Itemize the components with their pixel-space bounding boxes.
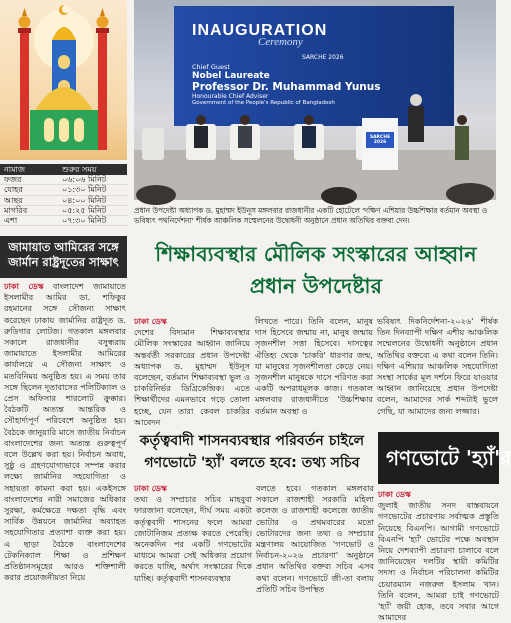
- guest-line3: Honourable Chief Adviser: [192, 93, 269, 100]
- main-story-text-1: দেশের বিদ্যমান শিক্ষাব্যবস্থার মৌলিক সংস্কারের আহ্বান জানিয়ে অন্তর্বর্তী সরকারের প্রধান উপদেষ্টা অধ্যাপক ড. মুহাম্মদ ইউনূস বলেছেন, বর্তমান শিক্ষাব্যবস্থা ভুল ও চাকরিনির্ভর ডিগ্রিকেন্দ্রিক। এতে শিক্ষার্থীদের এমনভাবে গড়ে তোলা হচ্ছে, যেন তারা কেবল চাকরির আবেদন: [134, 327, 250, 427]
- prayer-time: ০১:৩০ মিনিট: [62, 185, 107, 195]
- banner-title: INAUGURATION: [192, 22, 328, 39]
- sub-story-text-1: তথ্য ও সম্প্রচার সচিব মাহবুবা ফারজানা বলেছেন, দীর্ঘ সময় একটা কর্তৃত্ববাদী শাসনের ফলে আমরা জোটানিজম প্রত্যক্ষ করতে পেরেছি। অনেকদিন পর একটি গণভোটের মাধ্যমে আমরা সেই অধিকার প্রয়োগ করতে যাচ্ছি, অর্থাৎ সংস্কারের দিকে যাচ্ছি। কর্তৃত্ববাদী শাসনব্যবস্থার: [134, 494, 252, 583]
- prayer-time: ০৭:৩০ মিনিট: [62, 216, 107, 226]
- prayer-row: [0, 185, 127, 195]
- prayer-name-header: নামাজ: [4, 165, 26, 174]
- prayer-time: ০৫:২৫ মিনিট: [62, 205, 107, 215]
- sub-story-headline: কর্তৃত্ববাদী শাসনব্যবস্থার পরিবর্তন চাইলে গণভোটে 'হ্যাঁ' বলতে হবে: তথ্য সচিব: [139, 433, 365, 471]
- prayer-row: [0, 175, 127, 185]
- mosque-icon: [0, 0, 127, 160]
- guest-label: Chief Guest: [192, 63, 230, 71]
- side-story-body: [4, 281, 126, 591]
- photo-caption: প্রধান উপদেষ্টা অধ্যাপক ড. মুহাম্মদ ইউনূস মঙ্গলবার রাজধানীর একটি হোটেলে 'দক্ষিণ এশিয়ার উচ্চশিক্ষার বর্তমান অবস্থা ও ভবিষ্যৎ পথনির্দেশনা' শীর্ষক আঞ্চলিক সম্মেলনের উদ্বোধনী অনুষ্ঠানে প্রধান অতিথির বক্তব্য দেন।: [134, 206, 488, 225]
- third-story-text: জুলাই জাতীয় সনদ বাস্তবায়নে গণভোটের প্রচারণায় সর্বাত্মক প্রস্তুতি নিয়েছে বিএনপি। আগামী গণভোটে বিএনপি 'হ্যাঁ' ভোটের পক্ষে অবস্থান নিয়ে দেশব্যাপী প্রচারণা চালাবে বলে জানিয়েছেন দলটির স্থায়ী কমিটির সদস্য ও নির্বাচন পরিচালনা কমিটির চেয়ারম্যান নজরুল ইসলাম খান। তিনি বলেন, আমরা চাই গণভোটে 'হ্যাঁ' জয়ী হোক, তবে সবার আগে আমাদের: [378, 500, 499, 623]
- prayer-time: ০৪:০০ মিনিট: [62, 195, 107, 205]
- side-story-headline: জামায়াত আমিরের সঙ্গে জার্মান রাষ্ট্রদূতের সাক্ষাৎ: [0, 236, 127, 278]
- side-story-dateline: ঢাকা ডেস্ক: [4, 281, 44, 291]
- prayer-name: এশা: [4, 216, 18, 226]
- guest-line2: Professor Dr. Muhammad Yunus: [192, 81, 381, 93]
- third-story-column: [378, 489, 499, 623]
- sub-story-dateline: ঢাকা ডেস্ক: [134, 483, 167, 493]
- main-story-column-3: ভবিষ্যৎ দিকনির্দেশনা-২০২৬' শীর্ষক তিন দিনব্যাপী দক্ষিণ এশীয় আঞ্চলিক সম্মেলনের উদ্বোধনী অনুষ্ঠানে প্রধান অতিথির বক্তব্যে এ কথা বলেন তিনি। দক্ষিণ এশিয়ার আঞ্চলিক সহযোগিতা সংস্থা সার্কের মূল দর্শনে ফিরে যাওয়ার আহ্বান জানিয়েছে প্রধান উপদেষ্টা বলেন, আমাদের সার্ক শব্দটাই ভুলে গেছি, যা আমাদের জন্য লজ্জার।: [377, 316, 498, 416]
- backdrop-text: [192, 22, 392, 106]
- sub-story-column-2: বলতে হবে। গতকাল মঙ্গলবার সকালে রাজশাহী সরকারি মহিলা কলেজ ও রাজশাহী কলেজে জাতীয় ভোটার ও প্রথমবারের মতো ভোটারদের জন্য তথ্য ও সম্প্রচার মন্ত্রণালয় আয়োজিত 'গণভোট ও নির্বাচন-২০২৬ প্রচারণা' অনুষ্ঠানে প্রধান অতিথির বক্তব্য সচিব এসব কথা বলেন। গণভোটে জী-তা বলায় প্রতিটি সচিব উপস্থিত: [256, 483, 374, 594]
- side-story-text: বাংলাদেশ জামায়াতে ইসলামীর আমির ডা. শফিকুর রহমানের সঙ্গে সৌজন্য সাক্ষাৎ করেছেন ঢাকায় জার্মানির রাষ্ট্রদূত ড. রুডিগার লোটজ। গতকাল মঙ্গলবার সকালে রাজধানীর বসুন্ধরায় জামায়াতে ইসলামীর আমিরের কার্যালয়ে এ সৌজন্য সাক্ষাৎ ও মতবিনিময় অনুষ্ঠিত হয়। এ সময় তার সঙ্গে ছিলেন দূতাবাসের পলিটিক্যাল ও প্রেস অফিসার শারলোট ক্রুক্কার। বৈঠকটি অত্যন্ত আন্তরিক ও সৌহার্দ্যপূর্ণ পরিবেশে অনুষ্ঠিত হয়। বৈঠকে জানুয়ারি মাসে জাতীয় নির্বাচন বাংলাদেশের জন্য অত্যন্ত গুরুত্বপূর্ণ বলে উল্লেখ করা হয়। নির্বাচন অবাধ, সুষ্ঠু ও গ্রহণযোগ্যভাবে সম্পন্ন করার লক্ষ্যে জার্মানির সহযোগিতা ও সহায়তা কামনা করা হয়। একইসঙ্গে বাংলাদেশের নারী সমাজের অধিকার সুরক্ষা, কর্মক্ষেত্রে দক্ষতা বৃদ্ধি এবং সার্বিক উন্নয়নে জার্মানির অব্যাহত সহযোগিতার প্রত্যাশা ব্যক্ত করা হয়। এ ছাড়া বৈঠকে বাংলাদেশের টেকনিক্যাল শিক্ষা ও প্রশিক্ষণ প্রতিষ্ঠানসমূহের আরও শক্তিশালী করার প্রয়োজনীয়তা নিয়ে: [4, 281, 127, 583]
- guest-line4: Government of the People's Republic of Bangladesh: [192, 100, 335, 106]
- main-story-column-1: [134, 316, 250, 427]
- prayer-time: ০৬:০৬ মিনিট: [62, 175, 107, 184]
- sub-story-column-1: [134, 483, 252, 591]
- mosque-illustration: [0, 0, 127, 160]
- prayer-time-header: শুরুর সময়: [62, 165, 97, 174]
- prayer-table-header: [0, 164, 127, 175]
- banner-script: Ceremony: [258, 36, 303, 48]
- main-story-dateline: ঢাকা ডেস্ক: [134, 316, 167, 326]
- prayer-times-table: [0, 164, 127, 232]
- event-photo: [134, 0, 496, 200]
- prayer-name: যোহর: [4, 185, 23, 195]
- event-code: SARCHE 2026: [302, 54, 344, 61]
- podium-logo: SARCHE 2026: [369, 135, 391, 145]
- prayer-name: আছর: [4, 195, 23, 205]
- prayer-name: মাগরিব: [4, 205, 28, 215]
- main-story-column-2: লিখতে পারে। তিনি বলেন, মানুষ দাস হিসেবে জন্মায় না, মানুষ জন্মায় সৃজনশীল সত্তা হিসেবে। দাসত্বের ঐতিহ্য থেকে 'চাকরি' ধারণার জন্ম, যা মানুষের সৃজনশীলতা কেড়ে নেয়। সৃজনশীল মানুষকে দাসে পরিণত করা একটি অপরাধমূলক কাজ। গতকাল মঙ্গলবার রাজধানীতে 'উচ্চশিক্ষার বর্তমান অবস্থা ও: [255, 316, 373, 416]
- prayer-row: [0, 196, 127, 206]
- prayer-row: [0, 206, 127, 216]
- third-story-dateline: ঢাকা ডেস্ক: [378, 489, 411, 499]
- prayer-row: [0, 216, 127, 226]
- main-headline: শিক্ষাব্যবস্থার মৌলিক সংস্কারের আহ্বান প্রধান উপদেষ্টার: [155, 242, 477, 298]
- guest-line1: Nobel Laureate: [192, 71, 270, 81]
- third-story-headline: গণভোটে 'হ্যাঁ'র: [378, 432, 499, 484]
- prayer-name: ফজর: [4, 175, 22, 184]
